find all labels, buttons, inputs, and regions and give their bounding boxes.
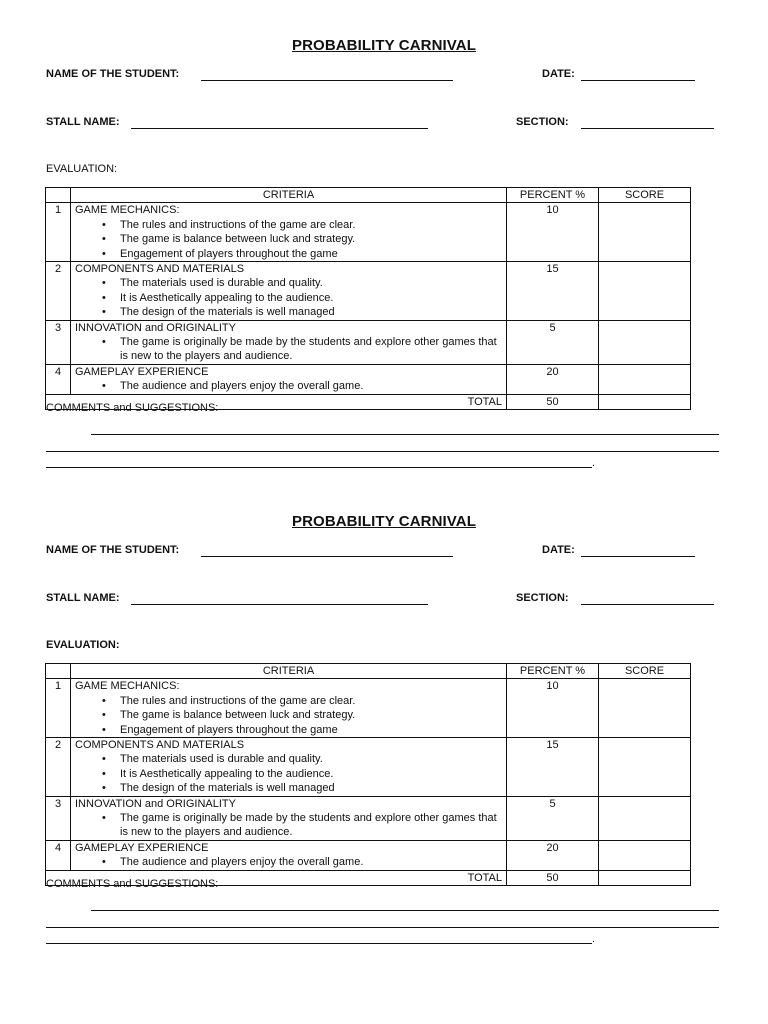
- criterion-percent: 5: [507, 320, 599, 364]
- score-cell[interactable]: [599, 679, 691, 738]
- criterion-bullet: • The materials used is durable and quality.: [120, 276, 502, 290]
- table-row: [46, 796, 691, 840]
- criterion-bullet: • The game is balance between luck and strategy.: [120, 708, 502, 722]
- total-label: TOTAL: [46, 394, 507, 409]
- criterion-bullet: • The game is originally be made by the students and explore other games that is new to the players and audience.: [120, 335, 502, 364]
- evaluation-table: [45, 187, 691, 410]
- criterion-bullets: [75, 752, 502, 795]
- date-label: DATE:: [542, 68, 575, 80]
- date-field[interactable]: [581, 556, 695, 557]
- total-value: 50: [507, 394, 599, 409]
- criterion-cell: [71, 796, 507, 840]
- student-name-label: NAME OF THE STUDENT:: [46, 68, 180, 80]
- table-row: [46, 203, 691, 262]
- criterion-number: 1: [46, 203, 71, 262]
- comment-line[interactable]: [91, 434, 719, 435]
- stall-name-field[interactable]: [131, 604, 428, 605]
- section-field[interactable]: [581, 128, 714, 129]
- comment-line[interactable]: [46, 927, 719, 928]
- score-header: SCORE: [599, 664, 691, 679]
- criterion-bullet: • Engagement of players throughout the game: [120, 723, 502, 737]
- score-header: SCORE: [599, 188, 691, 203]
- student-name-field[interactable]: [201, 80, 453, 81]
- criterion-cell: [71, 840, 507, 870]
- total-label: TOTAL: [46, 870, 507, 885]
- score-cell[interactable]: [599, 320, 691, 364]
- criterion-number: 3: [46, 796, 71, 840]
- criterion-bullet: • The rules and instructions of the game are clear.: [120, 218, 502, 232]
- criterion-number: 4: [46, 840, 71, 870]
- criterion-cell: [71, 679, 507, 738]
- criterion-bullet: • The game is balance between luck and strategy.: [120, 232, 502, 246]
- criterion-bullets: [75, 335, 502, 364]
- criterion-percent: 20: [507, 364, 599, 394]
- criterion-bullet: • It is Aesthetically appealing to the audience.: [120, 291, 502, 305]
- criteria-header: CRITERIA: [71, 664, 507, 679]
- stall-name-field[interactable]: [131, 128, 428, 129]
- criterion-bullet: • It is Aesthetically appealing to the audience.: [120, 767, 502, 781]
- criterion-title: INNOVATION and ORIGINALITY: [75, 321, 236, 334]
- criterion-bullet: • The audience and players enjoy the overall game.: [120, 855, 502, 869]
- table-row: [46, 262, 691, 321]
- criterion-bullet: • The game is originally be made by the students and explore other games that is new to the players and audience.: [120, 811, 502, 840]
- criterion-bullet: • The design of the materials is well managed: [120, 305, 502, 319]
- criterion-percent: 15: [507, 738, 599, 797]
- criterion-percent: 5: [507, 796, 599, 840]
- criterion-title: GAME MECHANICS:: [75, 680, 180, 693]
- evaluation-form: [0, 0, 768, 476]
- comments-end-mark: .: [592, 933, 596, 945]
- criterion-percent: 20: [507, 840, 599, 870]
- table-row: [46, 738, 691, 797]
- number-header: [46, 188, 71, 203]
- evaluation-table: [45, 663, 691, 886]
- evaluation-label: EVALUATION:: [46, 163, 118, 175]
- criterion-cell: [71, 364, 507, 394]
- comments-end-mark: .: [592, 457, 596, 469]
- comment-line[interactable]: [46, 467, 592, 468]
- score-cell[interactable]: [599, 364, 691, 394]
- criterion-title: GAME MECHANICS:: [75, 204, 180, 217]
- score-cell[interactable]: [599, 840, 691, 870]
- criterion-title: COMPONENTS AND MATERIALS: [75, 263, 245, 276]
- table-row: [46, 840, 691, 870]
- section-field[interactable]: [581, 604, 714, 605]
- criterion-number: 2: [46, 738, 71, 797]
- stall-name-label: STALL NAME:: [46, 592, 120, 604]
- stall-name-label: STALL NAME:: [46, 116, 120, 128]
- criterion-bullet: • The design of the materials is well managed: [120, 781, 502, 795]
- criterion-percent: 15: [507, 262, 599, 321]
- criterion-number: 3: [46, 320, 71, 364]
- form-title: PROBABILITY CARNIVAL: [292, 513, 476, 530]
- criterion-percent: 10: [507, 203, 599, 262]
- number-header: [46, 664, 71, 679]
- date-field[interactable]: [581, 80, 695, 81]
- criterion-bullets: [75, 276, 502, 319]
- total-score-cell[interactable]: [599, 394, 691, 409]
- criterion-bullet: • The rules and instructions of the game are clear.: [120, 694, 502, 708]
- comment-line[interactable]: [46, 451, 719, 452]
- section-label: SECTION:: [516, 592, 569, 604]
- criterion-bullets: [75, 694, 502, 737]
- table-row: [46, 320, 691, 364]
- criterion-number: 2: [46, 262, 71, 321]
- score-cell[interactable]: [599, 262, 691, 321]
- criteria-header: CRITERIA: [71, 188, 507, 203]
- comment-line[interactable]: [91, 910, 719, 911]
- percent-header: PERCENT %: [507, 664, 599, 679]
- criterion-bullet: • The materials used is durable and quality.: [120, 752, 502, 766]
- total-score-cell[interactable]: [599, 870, 691, 885]
- table-header-row: [46, 664, 691, 679]
- criterion-cell: [71, 262, 507, 321]
- criterion-title: INNOVATION and ORIGINALITY: [75, 797, 236, 810]
- table-row: [46, 679, 691, 738]
- table-row: [46, 364, 691, 394]
- score-cell[interactable]: [599, 796, 691, 840]
- criterion-number: 4: [46, 364, 71, 394]
- percent-header: PERCENT %: [507, 188, 599, 203]
- comment-line[interactable]: [46, 943, 592, 944]
- criterion-number: 1: [46, 679, 71, 738]
- criterion-bullets: [75, 811, 502, 840]
- comments-label: COMMENTS and SUGGESTIONS:: [46, 878, 219, 890]
- criterion-cell: [71, 203, 507, 262]
- criterion-title: COMPONENTS AND MATERIALS: [75, 739, 245, 752]
- form-title: PROBABILITY CARNIVAL: [292, 37, 476, 54]
- criterion-title: GAMEPLAY EXPERIENCE: [75, 365, 209, 378]
- student-name-label: NAME OF THE STUDENT:: [46, 544, 180, 556]
- criterion-bullet: • The audience and players enjoy the overall game.: [120, 379, 502, 393]
- criterion-bullets: [75, 218, 502, 261]
- table-header-row: [46, 188, 691, 203]
- score-cell[interactable]: [599, 203, 691, 262]
- criterion-cell: [71, 738, 507, 797]
- criterion-title: GAMEPLAY EXPERIENCE: [75, 841, 209, 854]
- criterion-bullets: [75, 379, 502, 393]
- score-cell[interactable]: [599, 738, 691, 797]
- criterion-cell: [71, 320, 507, 364]
- date-label: DATE:: [542, 544, 575, 556]
- criterion-percent: 10: [507, 679, 599, 738]
- criterion-bullet: • Engagement of players throughout the game: [120, 247, 502, 261]
- evaluation-label: EVALUATION:: [46, 639, 120, 651]
- total-value: 50: [507, 870, 599, 885]
- criterion-bullets: [75, 855, 502, 869]
- evaluation-form: [0, 476, 768, 952]
- section-label: SECTION:: [516, 116, 569, 128]
- comments-label: COMMENTS and SUGGESTIONS:: [46, 402, 219, 414]
- student-name-field[interactable]: [201, 556, 453, 557]
